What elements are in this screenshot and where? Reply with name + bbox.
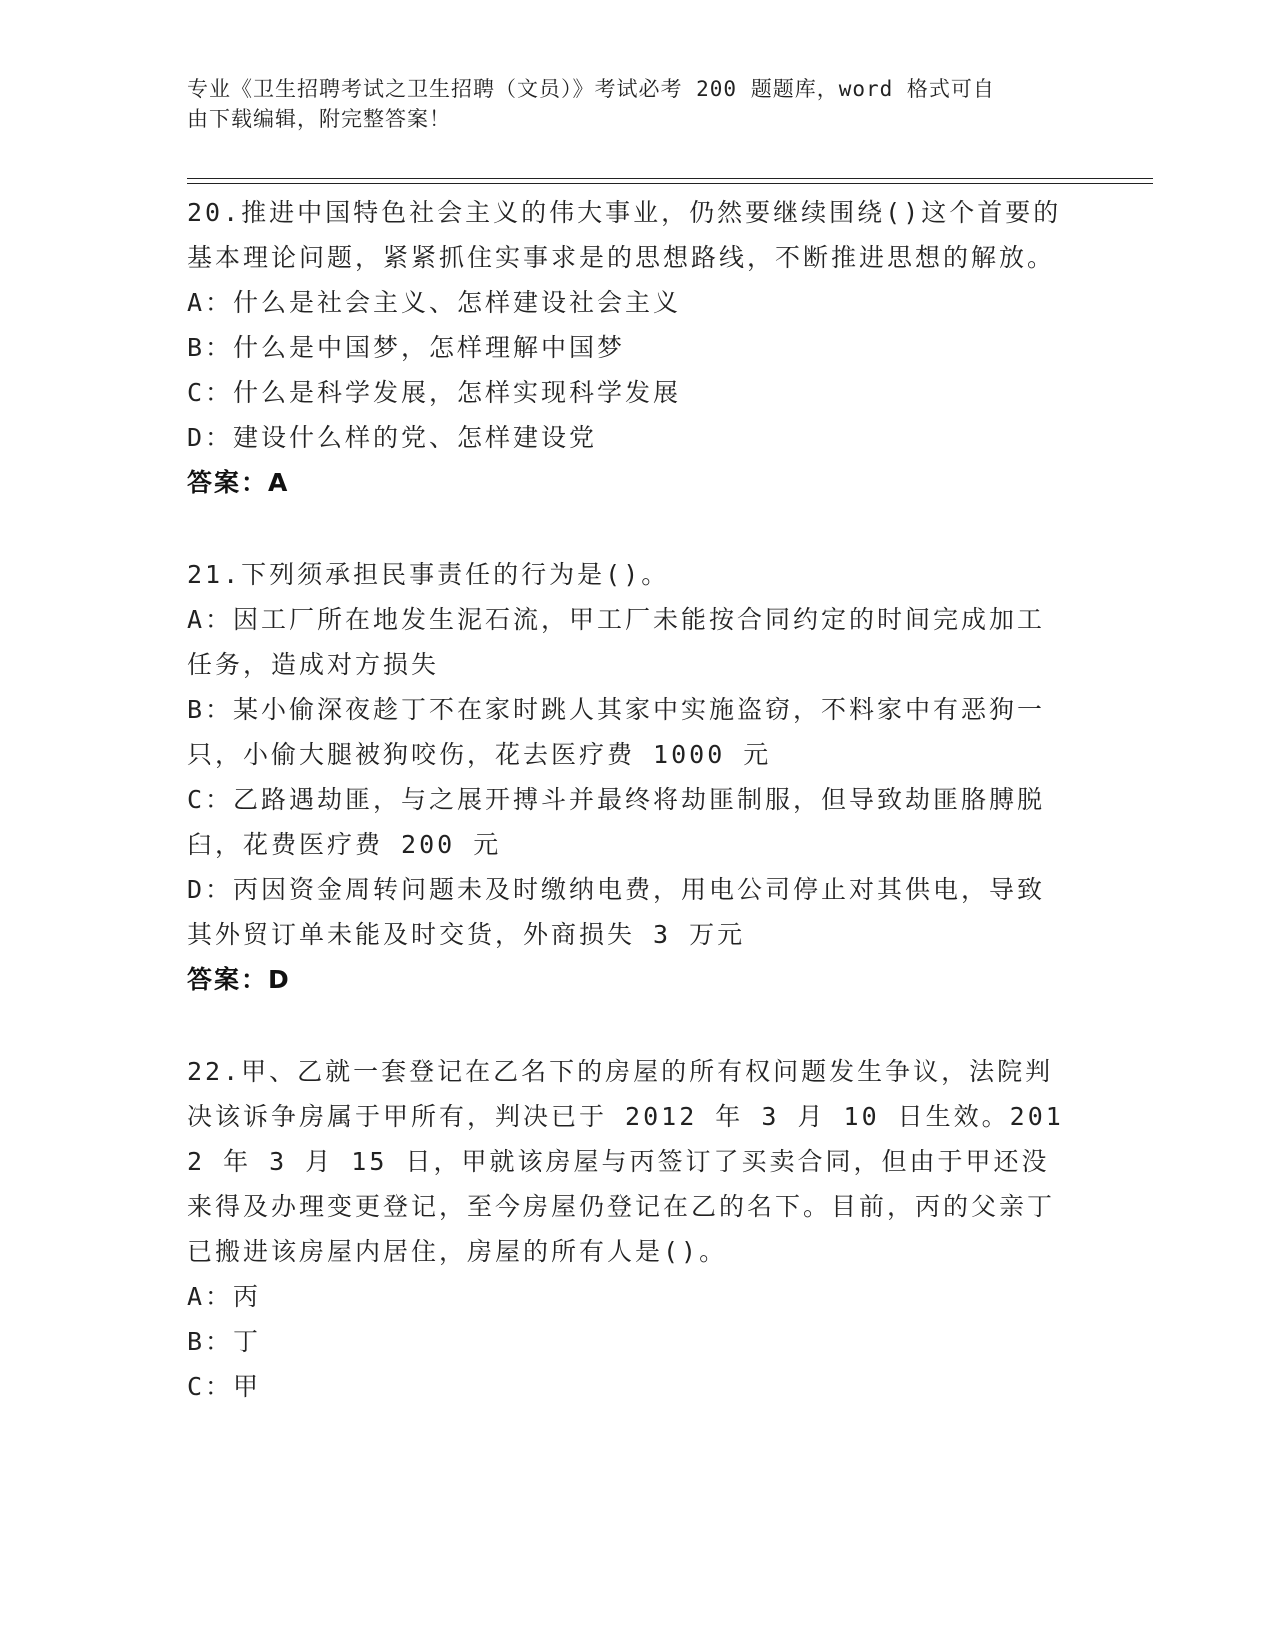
question-stem: 22.甲、乙就一套登记在乙名下的房屋的所有权问题发生争议，法院判决该诉争房属于甲所有，判决已于 2012 年 3 月 10 日生效。2012 年 3 月 15 日，甲就该房屋与丙签订了买卖合同，但由于甲还没来得及办理变更登记，至今房屋仍登记在乙的名下。目前，丙的父亲丁已搬进该房屋内居住，房屋的所有人是()。 xyxy=(187,1057,1064,1266)
option-b: B：什么是中国梦，怎样理解中国梦 xyxy=(187,333,626,362)
option-a: A：什么是社会主义、怎样建设社会主义 xyxy=(187,288,682,317)
header-line-2: 由下载编辑，附完整答案！ xyxy=(187,107,451,131)
question-21 xyxy=(187,552,1067,1002)
option-c: C：什么是科学发展，怎样实现科学发展 xyxy=(187,378,682,407)
question-22 xyxy=(187,1049,1067,1409)
question-stem: 20.推进中国特色社会主义的伟大事业，仍然要继续围绕()这个首要的基本理论问题，紧紧抓住实事求是的思想路线，不断推进思想的解放。 xyxy=(187,198,1062,272)
option-c: C：乙路遇劫匪，与之展开搏斗并最终将劫匪制服，但导致劫匪胳膊脱臼，花费医疗费 200 元 xyxy=(187,785,1046,859)
option-b: B：丁 xyxy=(187,1327,262,1356)
option-b: B：某小偷深夜趁丁不在家时跳人其家中实施盗窃，不料家中有恶狗一只，小偷大腿被狗咬伤，花去医疗费 1000 元 xyxy=(187,695,1046,769)
question-list xyxy=(187,190,1067,1409)
option-a: A：丙 xyxy=(187,1282,262,1311)
question-20 xyxy=(187,190,1067,505)
header-line-1: 专业《卫生招聘考试之卫生招聘（文员）》考试必考 200 题题库，word 格式可自 xyxy=(187,77,995,101)
question-stem: 21.下列须承担民事责任的行为是()。 xyxy=(187,560,670,589)
option-c: C：甲 xyxy=(187,1372,262,1401)
document-header xyxy=(187,74,1067,134)
header-divider-top xyxy=(187,178,1153,179)
header-divider-bottom xyxy=(187,183,1153,184)
answer-line: 答案：A xyxy=(187,468,290,497)
answer-line: 答案：D xyxy=(187,965,291,994)
option-d: D：丙因资金周转问题未及时缴纳电费，用电公司停止对其供电，导致其外贸订单未能及时交货，外商损失 3 万元 xyxy=(187,875,1046,949)
option-a: A：因工厂所在地发生泥石流，甲工厂未能按合同约定的时间完成加工任务，造成对方损失 xyxy=(187,605,1046,679)
option-d: D：建设什么样的党、怎样建设党 xyxy=(187,423,598,452)
